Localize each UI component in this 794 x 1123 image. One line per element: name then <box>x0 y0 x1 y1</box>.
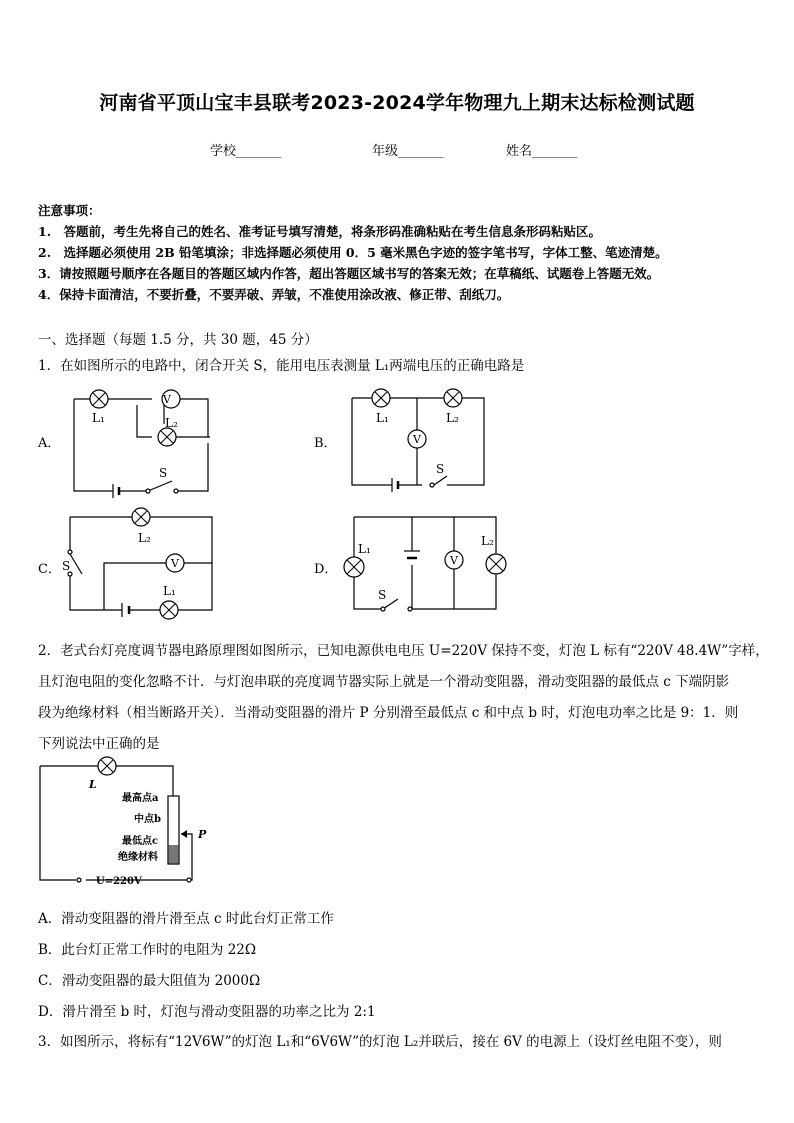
circuit-c-diagram <box>60 502 220 620</box>
switch-label: S <box>378 588 387 602</box>
option-c-label: C． <box>38 562 61 577</box>
section-heading: 一、选择题（每题 1.5 分，共 30 题，45 分） <box>38 332 318 348</box>
circuit-b-diagram <box>342 380 492 495</box>
insulation-segment <box>169 845 179 863</box>
l1-label: L₁ <box>163 584 176 598</box>
option-a-label: A． <box>38 436 61 451</box>
notice-heading: 注意事项： <box>38 203 101 218</box>
school-field[interactable]: 学校_______ <box>210 144 282 159</box>
stem-line: 下列说法中正确的是 <box>38 736 160 752</box>
stem-line: 段为绝缘材料（相当断路开关）．当滑动变阻器的滑片 P 分别滑至最低点 c 和中点 b 时，灯泡电功率之比是 9：1．则 <box>38 705 739 721</box>
voltage-label: U=220V <box>96 876 142 887</box>
switch-label: S <box>436 462 445 476</box>
voltmeter-label: V <box>171 557 179 570</box>
battery-icon <box>113 484 119 498</box>
lamp-label: L <box>89 778 97 791</box>
slider-arrow-icon <box>181 830 187 838</box>
stem-line: 且灯泡电阻的变化忽略不计．与灯泡串联的亮度调节器实际上就是一个滑动变阻器，滑动变阻器的最低点 c 下端阴影 <box>38 674 730 690</box>
l2-label: L₂ <box>446 411 459 425</box>
question-1-stem: 1．在如图所示的电路中，闭合开关 S，能用电压表测量 L₁两端电压的正确电路是 <box>38 358 525 374</box>
terminal-icon <box>187 878 191 882</box>
option-d[interactable]: D．滑片滑至 b 时，灯泡与滑动变阻器的功率之比为 2:1 <box>38 1004 376 1020</box>
question-2-options <box>38 904 376 1028</box>
question-3-stem: 3．如图所示，将标有“12V6W”的灯泡 L₁和“6V6W”的灯泡 L₂并联后，接在 6V 的电源上（设灯丝电阻不变），则 <box>38 1034 722 1050</box>
question-2-stem <box>38 636 769 760</box>
l2-label: L₂ <box>138 531 151 545</box>
option-d-label: D． <box>314 562 338 577</box>
notice-item: 2. 选择题必须使用 2B 铅笔填涂；非选择题必须使用 0．5 毫米黑色字迹的签字笔书写，字体工整、笔迹清楚。 <box>38 245 668 260</box>
switch-label: S <box>159 466 168 480</box>
top-point-label: 最高点a <box>122 793 159 804</box>
option-b-label: B． <box>314 436 337 451</box>
option-c[interactable]: C．滑动变阻器的最大阻值为 2000Ω <box>38 973 261 989</box>
option-a[interactable]: A．滑动变阻器的滑片滑至点 c 时此台灯正常工作 <box>38 911 334 927</box>
circuit-a-diagram <box>64 380 224 500</box>
dimmer-circuit-diagram <box>36 752 216 892</box>
l1-label: L₁ <box>358 542 371 556</box>
page-title: 河南省平顶山宝丰县联考2023-2024学年物理九上期末达标检测试题 <box>99 92 695 114</box>
l2-label: L₂ <box>165 416 178 430</box>
switch-label: S <box>62 559 71 573</box>
slider-label: P <box>198 828 207 841</box>
notice-block <box>38 200 668 305</box>
l1-label: L₁ <box>376 411 389 425</box>
l1-label: L₁ <box>92 411 105 425</box>
switch-icon <box>430 476 447 487</box>
battery-icon <box>122 603 129 617</box>
low-point-label: 最低点c <box>122 836 159 847</box>
l2-label: L₂ <box>481 534 494 548</box>
battery-icon <box>392 478 398 492</box>
switch-icon <box>146 481 178 493</box>
option-b[interactable]: B．此台灯正常工作时的电阻为 22Ω <box>38 942 257 958</box>
voltmeter-label: V <box>413 433 421 446</box>
mid-point-label: 中点b <box>134 814 161 825</box>
battery-icon <box>404 551 420 558</box>
circuit-d-diagram <box>338 505 508 617</box>
notice-item: 1. 答题前，考生先将自己的姓名、准考证号填写清楚，将条形码准确粘贴在考生信息条形码粘贴区。 <box>38 224 602 239</box>
terminal-icon <box>77 878 81 882</box>
voltmeter-label: V <box>163 393 171 406</box>
notice-item: 4．保持卡面清洁，不要折叠，不要弄破、弄皱，不准使用涂改液、修正带、刮纸刀。 <box>38 287 510 302</box>
notice-item: 3．请按照题号顺序在各题目的答题区域内作答，超出答题区域书写的答案无效；在草稿纸、试题卷上答题无效。 <box>38 266 660 281</box>
grade-field[interactable]: 年级_______ <box>372 144 444 159</box>
stem-line: 2．老式台灯亮度调节器电路原理图如图所示，已知电源供电电压 U=220V 保持不变，灯泡 L 标有“220V 48.4W”字样， <box>38 643 769 659</box>
voltmeter-label: V <box>450 554 458 567</box>
name-field[interactable]: 姓名_______ <box>506 144 578 159</box>
insulation-label: 绝缘材料 <box>118 852 158 863</box>
